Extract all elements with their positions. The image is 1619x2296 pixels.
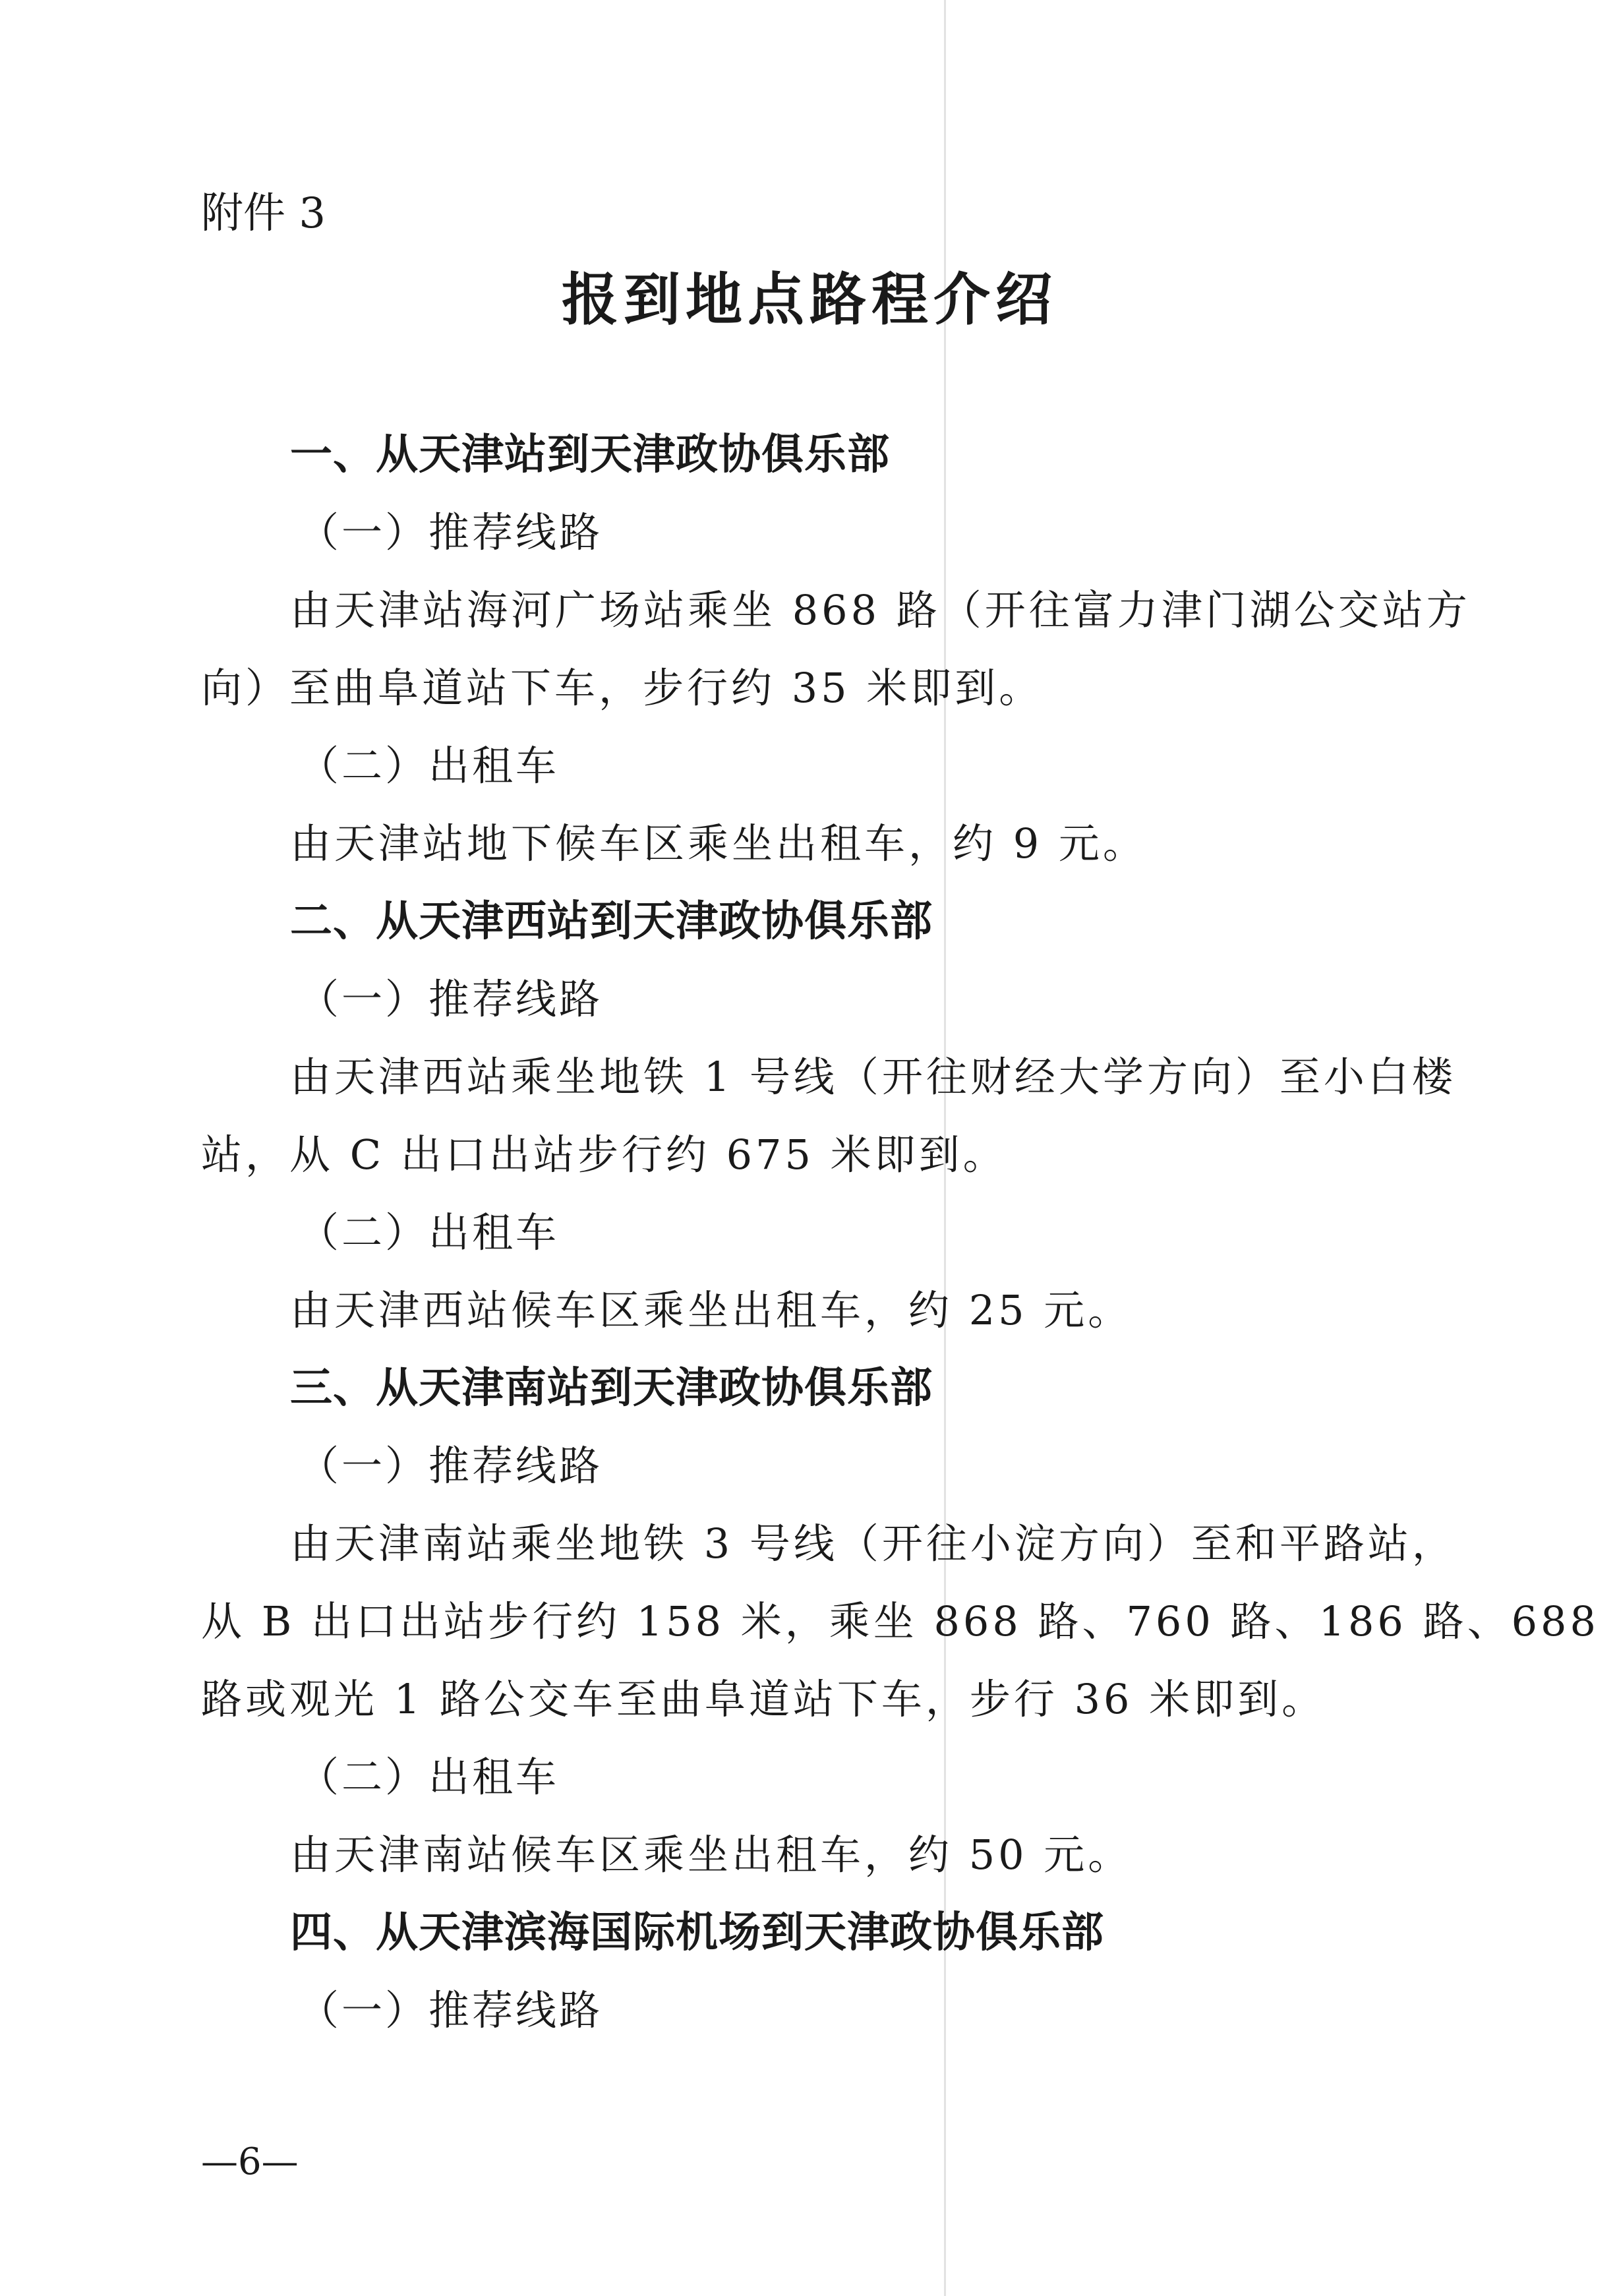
subheading-1-2: （二）出租车	[298, 742, 560, 790]
section-heading-1: 一、从天津站到天津政协俱乐部	[290, 430, 890, 479]
attachment-label: 附件 3	[201, 189, 326, 238]
section-heading-3: 三、从天津南站到天津政协俱乐部	[290, 1364, 933, 1413]
paragraph-2-1-line-2: 站，从 C 出口出站步行约 675 米即到。	[201, 1131, 1007, 1179]
subheading-3-2: （二）出租车	[298, 1753, 560, 1801]
subheading-4-1: （一）推荐线路	[298, 1986, 603, 2034]
paragraph-1-1-line-2: 向）至曲阜道站下车，步行约 35 米即到。	[201, 664, 1044, 712]
subheading-3-1: （一）推荐线路	[298, 1442, 603, 1490]
paragraph-1-2: 由天津站地下候车区乘坐出租车，约 9 元。	[290, 819, 1147, 868]
paragraph-2-1-line-1: 由天津西站乘坐地铁 1 号线（开往财经大学方向）至小白楼	[290, 1053, 1456, 1101]
paragraph-3-2: 由天津南站候车区乘坐出租车，约 50 元。	[290, 1831, 1133, 1879]
paragraph-2-2: 由天津西站候车区乘坐出租车，约 25 元。	[290, 1286, 1133, 1334]
section-heading-2: 二、从天津西站到天津政协俱乐部	[290, 897, 933, 946]
subheading-1-1: （一）推荐线路	[298, 508, 603, 556]
subheading-2-2: （二）出租车	[298, 1208, 560, 1256]
page-number: —6—	[201, 2140, 299, 2183]
paragraph-3-1-line-1: 由天津南站乘坐地铁 3 号线（开往小淀方向）至和平路站，	[290, 1519, 1456, 1568]
document-title: 报到地点路程介绍	[562, 267, 1057, 333]
paragraph-1-1-line-1: 由天津站海河广场站乘坐 868 路（开往富力津门湖公交站方	[290, 586, 1471, 634]
paragraph-3-1-line-2: 从 B 出口出站步行约 158 米，乘坐 868 路、760 路、186 路、688	[201, 1597, 1599, 1645]
paragraph-3-1-line-3: 路或观光 1 路公交车至曲阜道站下车，步行 36 米即到。	[201, 1675, 1326, 1723]
subheading-2-1: （一）推荐线路	[298, 975, 603, 1023]
section-heading-4: 四、从天津滨海国际机场到天津政协俱乐部	[290, 1908, 1104, 1957]
